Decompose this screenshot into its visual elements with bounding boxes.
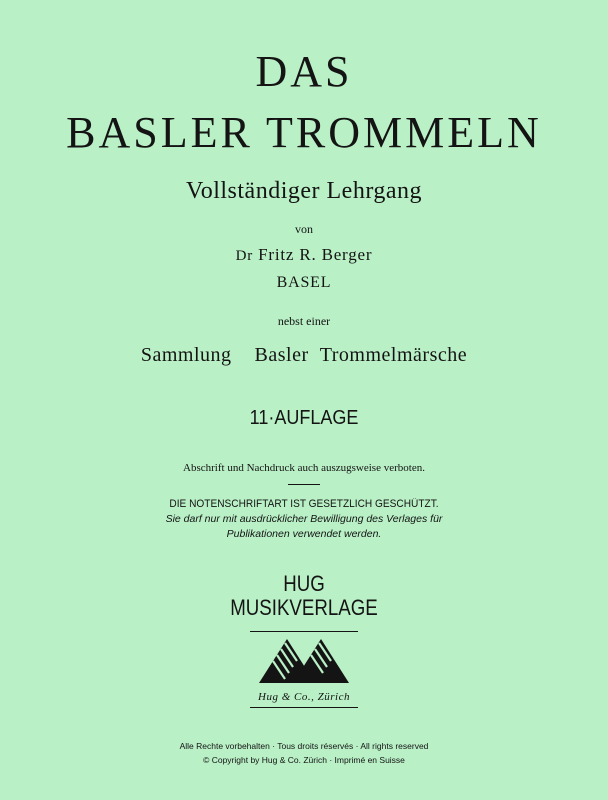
author bbox=[0, 244, 608, 267]
by-label: von bbox=[295, 222, 313, 236]
subtitle: Vollständiger Lehrgang bbox=[185, 178, 423, 204]
publisher-rule-bottom bbox=[250, 707, 358, 708]
publisher-imprint: Hug & Co., Zürich bbox=[258, 691, 350, 703]
copy-notice: Abschrift und Nachdruck auch auszugsweise verboten. bbox=[183, 462, 425, 474]
title-line-2: BASLER TROMMELN bbox=[66, 108, 542, 157]
connector-text: nebst einer bbox=[277, 314, 331, 328]
collection-title: Sammlung Basler Trommelmärsche bbox=[140, 344, 468, 366]
divider-short bbox=[288, 484, 320, 485]
edition: 11·AUFLAGE bbox=[249, 407, 359, 429]
copyright-notice: © Copyright by Hug & Co. Zürich · Imprimé en Suisse bbox=[203, 755, 405, 765]
notation-notice-line-1: DIE NOTENSCHRIFTART IST GESETZLICH GESCHÜTZT. bbox=[169, 498, 439, 510]
publisher-name-line-2: MUSIKVERLAGE bbox=[230, 595, 378, 620]
notation-notice-line-2: Sie darf nur mit ausdrücklicher Bewilligung des Verlages für bbox=[165, 513, 443, 525]
publisher-name-line-1: HUG bbox=[283, 571, 325, 596]
publisher-rule-top bbox=[250, 631, 358, 632]
author-title: Dr bbox=[235, 248, 254, 264]
notation-notice-line-3: Publikationen verwendet werden. bbox=[226, 528, 382, 540]
hug-musikverlage-logo-icon bbox=[257, 637, 351, 685]
rights-notice: Alle Rechte vorbehalten · Tous droits réservés · All rights reserved bbox=[179, 741, 429, 751]
title-line-1: DAS bbox=[255, 47, 353, 96]
city: BASEL bbox=[276, 274, 332, 291]
author-name: Fritz R. Berger bbox=[258, 245, 373, 264]
